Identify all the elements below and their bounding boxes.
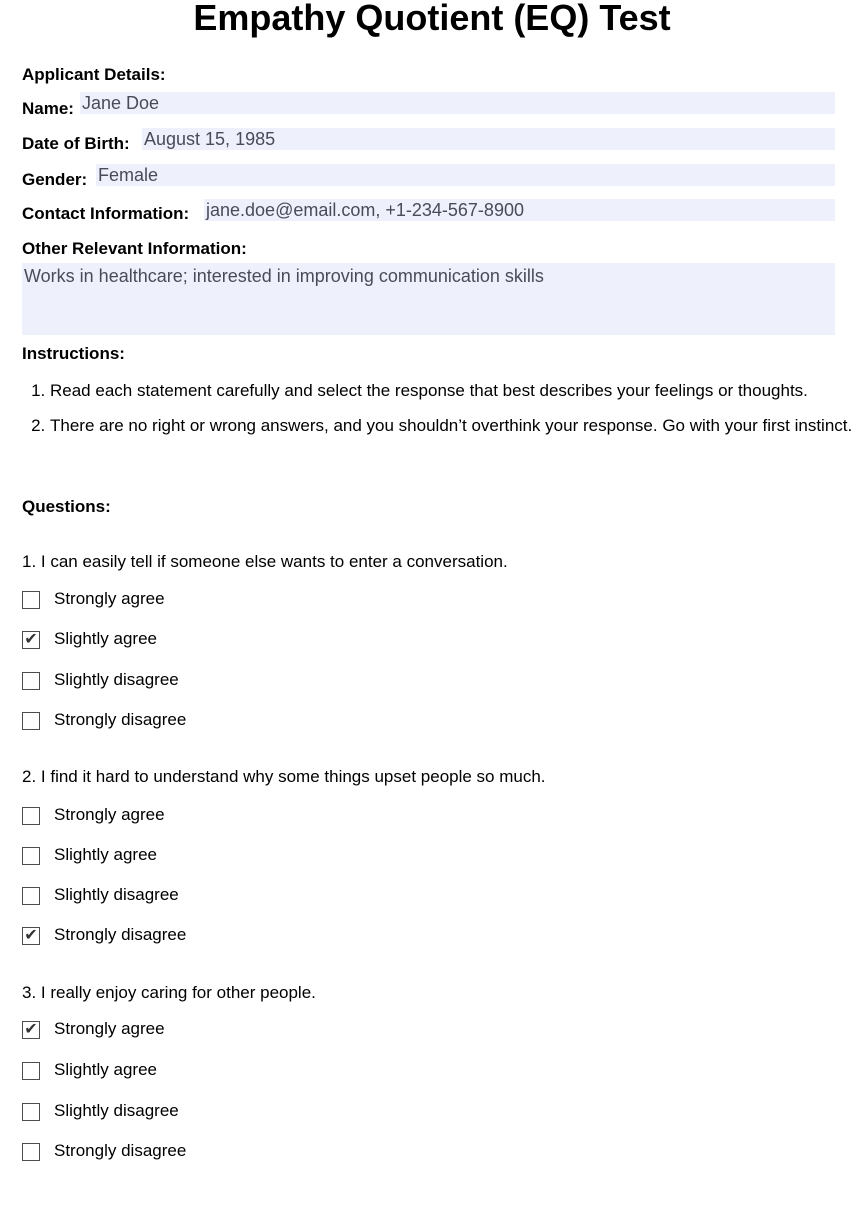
contact-label: Contact Information: — [22, 204, 190, 223]
question-text: 3. I really enjoy caring for other people. — [22, 983, 316, 1002]
applicant-details-heading: Applicant Details: — [22, 65, 166, 84]
option-row[interactable] — [22, 1059, 157, 1081]
question-text: 1. I can easily tell if someone else wants to enter a conversation. — [22, 552, 508, 571]
option-row[interactable] — [22, 1018, 165, 1040]
option-label: Slightly disagree — [54, 670, 179, 689]
option-row[interactable] — [22, 844, 157, 866]
instructions-heading: Instructions: — [22, 344, 125, 363]
question-text: 2. I find it hard to understand why some things upset people so much. — [22, 767, 546, 786]
dob-label: Date of Birth: — [22, 134, 130, 153]
option-label: Slightly disagree — [54, 885, 179, 904]
checkbox[interactable] — [22, 887, 40, 905]
option-row[interactable] — [22, 709, 186, 731]
contact-field[interactable]: jane.doe@email.com, +1-234-567-8900 — [204, 199, 835, 221]
instructions-list — [22, 380, 864, 450]
option-row[interactable] — [22, 1140, 186, 1162]
option-label: Strongly agree — [54, 805, 165, 824]
name-field[interactable]: Jane Doe — [80, 92, 835, 114]
option-row[interactable] — [22, 669, 179, 691]
option-label: Slightly disagree — [54, 1101, 179, 1120]
questions-heading: Questions: — [22, 497, 111, 516]
gender-field[interactable]: Female — [96, 164, 835, 186]
option-row[interactable] — [22, 1100, 179, 1122]
checkbox-checked[interactable]: ✔ — [22, 1021, 40, 1039]
dob-field[interactable]: August 15, 1985 — [142, 128, 835, 150]
instruction-item: 2. There are no right or wrong answers, and you shouldn’t overthink your response. Go with your first instinct. — [50, 415, 864, 436]
checkbox-checked[interactable]: ✔ — [22, 927, 40, 945]
checkbox[interactable] — [22, 1062, 40, 1080]
checkbox[interactable] — [22, 1103, 40, 1121]
page-title: Empathy Quotient (EQ) Test — [193, 0, 671, 38]
checkbox[interactable] — [22, 672, 40, 690]
option-label: Slightly agree — [54, 1060, 158, 1079]
checkbox-checked[interactable]: ✔ — [22, 631, 40, 649]
checkbox[interactable] — [22, 591, 40, 609]
option-label: Strongly disagree — [54, 1141, 187, 1160]
option-label: Strongly disagree — [54, 710, 187, 729]
gender-label: Gender: — [22, 170, 88, 189]
option-row[interactable] — [22, 628, 157, 650]
checkbox[interactable] — [22, 1143, 40, 1161]
name-label: Name: — [22, 99, 74, 118]
option-label: Strongly agree — [54, 589, 165, 608]
instruction-item: 1. Read each statement carefully and select the response that best describes your feelings or thoughts. — [50, 380, 864, 401]
checkbox[interactable] — [22, 712, 40, 730]
option-label: Slightly agree — [54, 629, 158, 648]
option-row[interactable] — [22, 924, 186, 946]
checkbox[interactable] — [22, 847, 40, 865]
option-row[interactable] — [22, 804, 165, 826]
checkbox[interactable] — [22, 807, 40, 825]
option-row[interactable] — [22, 588, 165, 610]
option-label: Slightly agree — [54, 845, 158, 864]
option-label: Strongly disagree — [54, 925, 187, 944]
option-row[interactable] — [22, 884, 179, 906]
option-label: Strongly agree — [54, 1019, 165, 1038]
other-info-label: Other Relevant Information: — [22, 239, 247, 258]
other-info-field[interactable]: Works in healthcare; interested in improving communication skills — [22, 263, 835, 335]
